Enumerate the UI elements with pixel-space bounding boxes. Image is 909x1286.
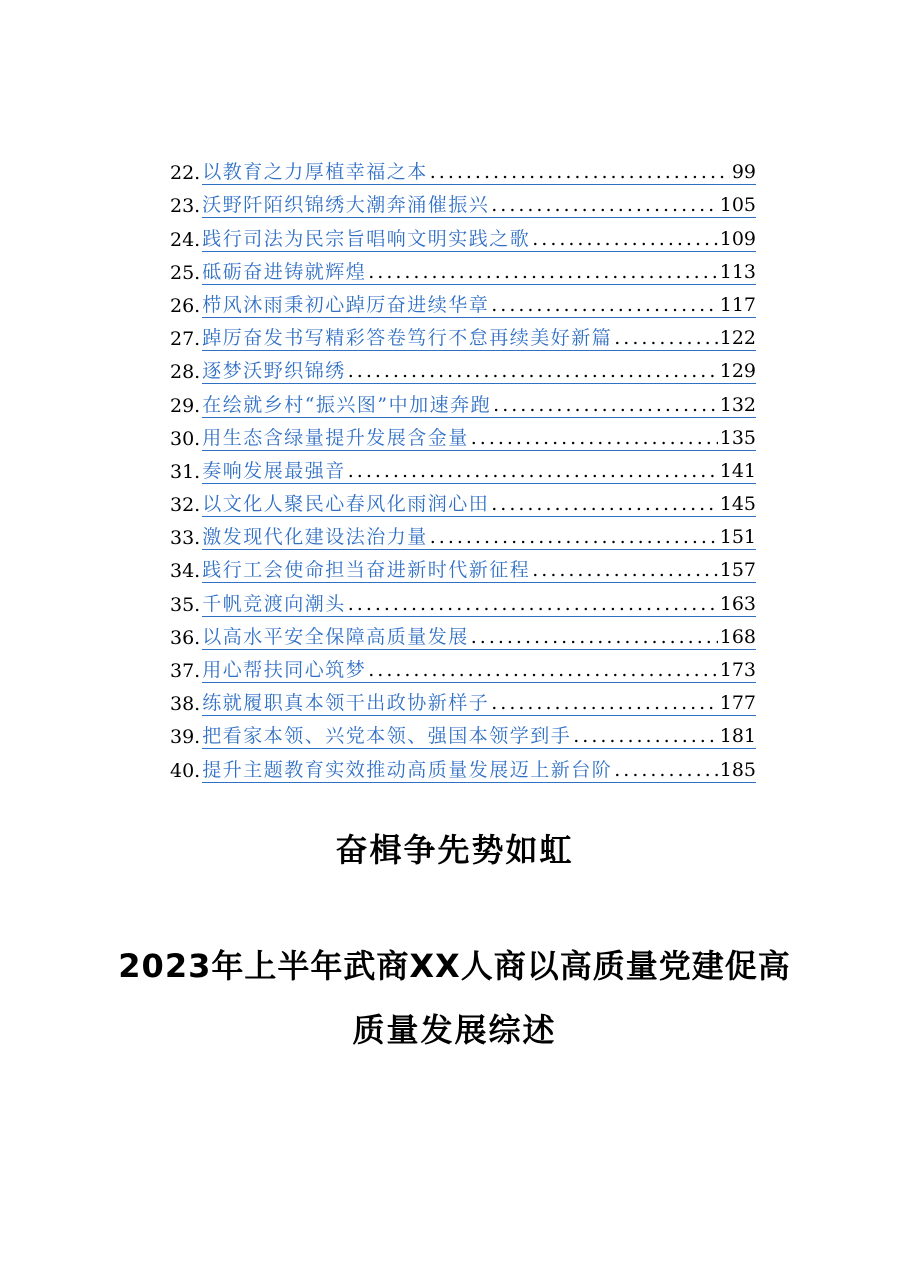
toc-entry-page-number[interactable]: 145	[719, 493, 756, 516]
toc-entry	[170, 285, 756, 318]
toc-entry-title[interactable]: 把看家本领、兴党本领、强国本领学到手	[202, 725, 572, 748]
toc-entry-page-number[interactable]: 157	[719, 559, 756, 582]
toc-entry-title[interactable]: 栉风沐雨秉初心踔厉奋进续华章	[202, 293, 490, 316]
toc-entry	[170, 583, 756, 616]
toc-entry-link[interactable]	[202, 359, 756, 384]
toc-entry	[170, 484, 756, 517]
toc-entry	[170, 517, 756, 550]
toc-entry-page-number[interactable]: 117	[719, 293, 756, 316]
section-heading: 奋楫争先势如虹	[335, 831, 574, 869]
toc-entry	[170, 451, 756, 484]
toc-entry-title[interactable]: 以高水平安全保障高质量发展	[202, 625, 469, 648]
toc-dot-leader	[346, 459, 718, 483]
toc-entry-title[interactable]: 以教育之力厚植幸福之本	[202, 161, 428, 184]
toc-entry-title[interactable]: 踔厉奋发书写精彩答卷笃行不怠再续美好新篇	[202, 327, 613, 350]
toc-entry-title[interactable]: 提升主题教育实效推动高质量发展迈上新台阶	[202, 758, 613, 781]
toc-dot-leader	[489, 293, 718, 317]
toc-dot-leader	[469, 426, 718, 450]
toc-entry	[170, 716, 756, 749]
toc-dot-leader	[428, 525, 718, 549]
toc-entry	[170, 384, 756, 417]
toc-entry-link[interactable]	[202, 691, 756, 716]
toc-entry-title[interactable]: 千帆竞渡向潮头	[202, 592, 346, 615]
toc-entry	[170, 418, 756, 451]
toc-entry-number: 22.	[170, 162, 201, 185]
toc-entry-page-number[interactable]: 168	[719, 625, 756, 648]
toc-entry-link[interactable]	[202, 260, 756, 285]
toc-dot-leader	[469, 625, 718, 649]
toc-entry-page-number[interactable]: 129	[719, 360, 756, 383]
toc-entry-page-number[interactable]: 177	[719, 692, 756, 715]
toc-entry-title[interactable]: 践行工会使命担当奋进新时代新征程	[202, 559, 531, 582]
toc-entry-title[interactable]: 奏响发展最强音	[202, 459, 346, 482]
toc-dot-leader	[346, 592, 718, 616]
toc-entry-link[interactable]	[202, 293, 756, 318]
toc-entry	[170, 185, 756, 218]
toc-dot-leader	[489, 193, 718, 217]
toc-entry	[170, 683, 756, 716]
toc-entry-link[interactable]	[202, 558, 756, 583]
toc-entry-page-number[interactable]: 99	[731, 161, 756, 184]
toc-entry-title[interactable]: 逐梦沃野织锦绣	[202, 360, 346, 383]
toc-entry-link[interactable]	[202, 492, 756, 517]
toc-entry-link[interactable]	[202, 193, 756, 218]
toc-dot-leader	[612, 758, 718, 782]
toc-entry-title[interactable]: 以文化人聚民心春风化雨润心田	[202, 493, 490, 516]
toc-dot-leader	[491, 393, 718, 417]
toc-entry-page-number[interactable]: 141	[719, 459, 756, 482]
toc-entry-number: 30.	[170, 427, 201, 450]
toc-entry-title[interactable]: 激发现代化建设法治力量	[202, 526, 428, 549]
toc-entry-page-number[interactable]: 132	[719, 393, 756, 416]
toc-entry-number: 39.	[170, 726, 201, 749]
toc-entry	[170, 749, 756, 782]
toc-entry-number: 23.	[170, 195, 201, 218]
toc-entry-number: 33.	[170, 527, 201, 550]
toc-entry-link[interactable]	[202, 525, 756, 550]
toc-dot-leader	[428, 160, 730, 184]
toc-entry-link[interactable]	[202, 459, 756, 484]
toc-entry	[170, 152, 756, 185]
toc-entry-link[interactable]	[202, 326, 756, 351]
toc-dot-leader	[489, 492, 718, 516]
toc-entry-page-number[interactable]: 181	[719, 725, 756, 748]
toc-entry-link[interactable]	[202, 592, 756, 617]
toc-entry-number: 36.	[170, 626, 201, 649]
table-of-contents	[170, 152, 756, 783]
toc-dot-leader	[366, 260, 718, 284]
toc-entry-number: 32.	[170, 494, 201, 517]
toc-entry-link[interactable]	[202, 758, 756, 783]
toc-entry-link[interactable]	[202, 724, 756, 749]
toc-entry-page-number[interactable]: 185	[719, 758, 756, 781]
toc-entry-page-number[interactable]: 109	[719, 227, 756, 250]
toc-entry-number: 29.	[170, 394, 201, 417]
toc-entry-number: 40.	[170, 759, 201, 782]
toc-entry-page-number[interactable]: 105	[719, 194, 756, 217]
toc-entry-number: 35.	[170, 593, 201, 616]
toc-entry-number: 28.	[170, 361, 201, 384]
toc-dot-leader	[530, 558, 718, 582]
toc-entry-link[interactable]	[202, 658, 756, 683]
toc-entry-number: 26.	[170, 294, 201, 317]
toc-entry-number: 27.	[170, 328, 201, 351]
toc-dot-leader	[489, 691, 718, 715]
toc-entry	[170, 218, 756, 251]
toc-entry-number: 34.	[170, 560, 201, 583]
toc-entry-number: 25.	[170, 261, 201, 284]
toc-entry	[170, 617, 756, 650]
toc-entry-page-number[interactable]: 173	[719, 659, 756, 681]
toc-entry-page-number[interactable]: 151	[719, 526, 756, 549]
toc-entry	[170, 351, 756, 384]
toc-entry-title[interactable]: 练就履职真本领干出政协新样子	[202, 692, 490, 715]
toc-entry-number: 31.	[170, 460, 201, 483]
toc-entry-number: 37.	[170, 660, 201, 682]
toc-dot-leader	[530, 227, 718, 251]
toc-entry-title[interactable]: 砥砺奋进铸就辉煌	[202, 260, 367, 283]
toc-entry-title[interactable]: 在绘就乡村“振兴图”中加速奔跑	[202, 393, 492, 416]
toc-entry-link[interactable]	[202, 227, 756, 252]
toc-entry-number: 38.	[170, 693, 201, 716]
toc-entry-title[interactable]: 用心帮扶同心筑梦	[202, 659, 367, 681]
toc-dot-leader	[571, 724, 718, 748]
toc-entry-title[interactable]: 沃野阡陌织锦绣大潮奔涌催振兴	[202, 194, 490, 217]
toc-entry-title[interactable]: 用生态含绿量提升发展含金量	[202, 426, 469, 449]
toc-entry-number: 24.	[170, 228, 201, 251]
toc-entry-page-number[interactable]: 122	[719, 327, 756, 350]
toc-entry-page-number[interactable]: 163	[719, 592, 756, 615]
toc-dot-leader	[366, 658, 718, 682]
toc-entry-page-number[interactable]: 113	[719, 260, 756, 283]
toc-dot-leader	[612, 326, 718, 350]
toc-entry-link[interactable]	[202, 426, 756, 451]
toc-entry	[170, 650, 756, 683]
toc-entry-title[interactable]: 践行司法为民宗旨唱响文明实践之歌	[202, 227, 531, 250]
toc-entry	[170, 318, 756, 351]
toc-entry-link[interactable]	[202, 393, 756, 418]
toc-entry-link[interactable]	[202, 160, 756, 185]
article-title-line-2: 质量发展综述	[352, 1011, 557, 1049]
toc-entry	[170, 252, 756, 285]
toc-dot-leader	[346, 359, 718, 383]
toc-entry-link[interactable]	[202, 625, 756, 650]
article-title-line-1: 2023年上半年武商XX人商以高质量党建促高	[118, 947, 791, 985]
toc-entry-page-number[interactable]: 135	[719, 426, 756, 449]
toc-entry	[170, 550, 756, 583]
